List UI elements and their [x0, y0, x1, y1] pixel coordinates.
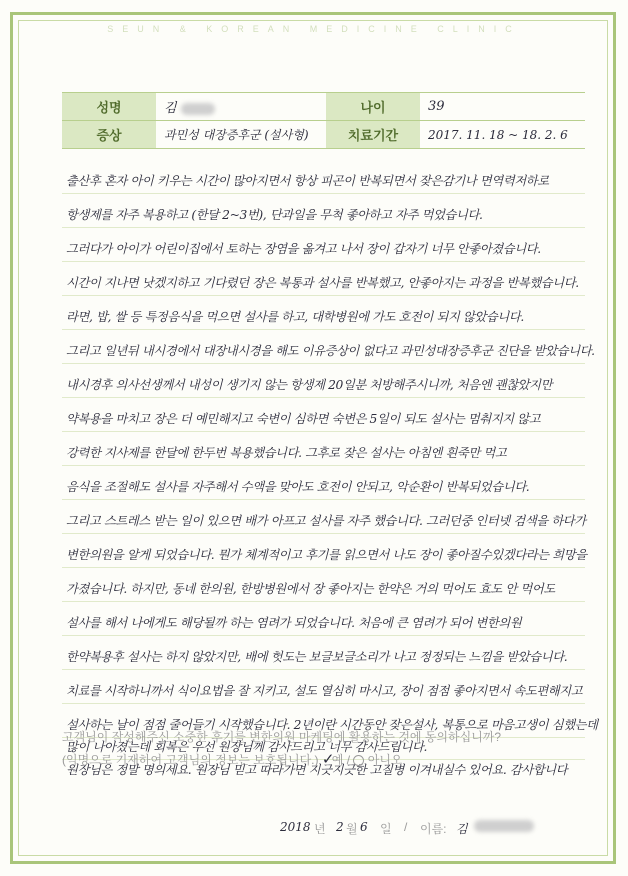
review-line: 그리고 스트레스 받는 일이 있으면 배가 아프고 설사를 자주 했습니다. 그러던중 인터넷 검색을 하다가 [62, 500, 585, 534]
checkmark-icon: ✓ [321, 750, 335, 768]
period-label: 치료기간 [326, 121, 420, 149]
clinic-watermark-title: SEUN & KOREAN MEDICINE CLINIC [107, 24, 521, 34]
consent-question: 고객님이 작성해주신 소중한 후기를 변한의원 마케팅에 활용하는 것에 동의하십니까? [62, 730, 502, 744]
consent-note: (익명으로 기재하여 고객님의 정보는 보호됩니다.) [62, 753, 319, 767]
consent-yes-option[interactable] [332, 753, 344, 767]
consent-options-row [62, 748, 585, 771]
day-value: 6 [360, 820, 368, 834]
review-line: 많이 나아졌는데 회복은 우선 원장님께 감사드리고 너무 감사드립니다. [62, 738, 585, 760]
symptom-label: 증상 [62, 121, 156, 149]
review-line: 가졌습니다. 하지만, 동네 한의원, 한방병원에서 장 좋아지는 한약은 거의 먹어도 효도 안 먹어도 [62, 568, 585, 602]
review-line: 한약복용후 설사는 하지 않았지만, 배에 헛도는 보글보글소리가 나고 정정되는 느낌을 받았습니다. [62, 636, 585, 670]
signer-name-label: 이름: [420, 822, 447, 836]
name-value: 김 [164, 101, 177, 116]
age-label: 나이 [326, 93, 420, 121]
review-line: 음식을 조절해도 설사를 자주해서 수액을 맞아도 호전이 안되고, 악순환이 반복되었습니다. [62, 466, 585, 500]
month-label: 월 [346, 822, 358, 836]
consent-no-label: 아니오 [367, 753, 403, 767]
review-line: 변한의원을 알게 되었습니다. 뭔가 체계적이고 후기를 읽으면서 나도 장이 좋아질수있겠다라는 희망을 [62, 534, 585, 568]
patient-info-table [62, 92, 585, 149]
consent-yes-label: 예 [331, 753, 344, 767]
review-line: 그리고 일년뒤 내시경에서 대장내시경을 해도 이유증상이 없다고 과민성대장증후군 진단을 받았습니다. [62, 330, 585, 364]
month-value: 2 [336, 820, 344, 834]
review-line: 그러다가 아이가 어린이집에서 토하는 장염을 옮겨고 나서 장이 갑자기 너무 안좋아졌습니다. [62, 228, 585, 262]
radio-circle-icon [353, 755, 364, 766]
review-line: 약복용을 마치고 장은 더 예민해지고 숙변이 심하면 숙변은 5일이 되도 설사는 멈춰지지 않고 [62, 398, 585, 432]
name-value-cell [156, 93, 326, 121]
review-line: 라면, 밥, 쌀 등 특정음식을 먹으면 설사를 하고, 대학병원에 가도 호전이 되지 않았습니다. [62, 296, 585, 330]
signer-name-value: 김 [456, 822, 468, 836]
review-line: 항생제를 자주 복용하고 (한달 2~3번), 단과일을 무척 좋아하고 자주 먹었습니다. [62, 194, 585, 228]
year-label: 년 [314, 822, 326, 836]
review-line: 설사를 해서 나에게도 해당될까 하는 염려가 되었습니다. 처음에 큰 염려가 되어 변한의원 [62, 602, 585, 636]
redacted-signer-blur [470, 818, 534, 832]
review-line: 강력한 지사제를 한달에 한두번 복용했습니다. 그후로 잦은 설사는 아침엔 흰죽만 먹고 [62, 432, 585, 466]
review-line: 시간이 지나면 낫겠지하고 기다렸던 장은 복통과 설사를 반복했고, 안좋아지는 과정을 반복했습니다. [62, 262, 585, 296]
review-body [62, 160, 598, 782]
review-line: 내시경후 의사선생께서 내성이 생기지 않는 항생제 20일분 처방해주시니까, 처음엔 괜찮았지만 [62, 364, 585, 398]
review-line: 설사하는 날이 점점 줄어들기 시작했습니다. 2년이란 시간동안 잦은설사, 복통으로 마음고생이 심했는데 [62, 704, 585, 738]
name-label: 성명 [62, 93, 156, 121]
info-row-1 [62, 93, 585, 121]
symptom-value: 과민성 대장증후군 (설사형) [156, 121, 326, 149]
footer-slash: / [404, 820, 408, 834]
redacted-name-blur [181, 103, 215, 115]
consent-no-option[interactable] [353, 753, 402, 767]
review-line: 출산후 혼자 아이 키우는 시간이 많아지면서 항상 피곤이 반복되면서 잦은감기나 면역력저하로 [62, 160, 585, 194]
year-value: 2018 [280, 820, 311, 834]
period-value: 2017. 11. 18 ~ 18. 2. 6 [420, 121, 585, 149]
review-line: 원장님은 정말 명의세요. 원장님 믿고 따라가면 지긋지긋한 고질병 이겨내실수 있어요. 감사합니다 [66, 763, 568, 777]
age-value: 39 [420, 93, 585, 121]
review-line: 치료를 시작하니까서 식이요법을 잘 지키고, 설도 열심히 마시고, 장이 점점 좋아지면서 속도편해지고 [62, 670, 585, 704]
consent-separator: / [346, 753, 351, 767]
info-row-2 [62, 121, 585, 149]
day-label: 일 [380, 822, 392, 836]
marketing-consent [62, 726, 585, 771]
